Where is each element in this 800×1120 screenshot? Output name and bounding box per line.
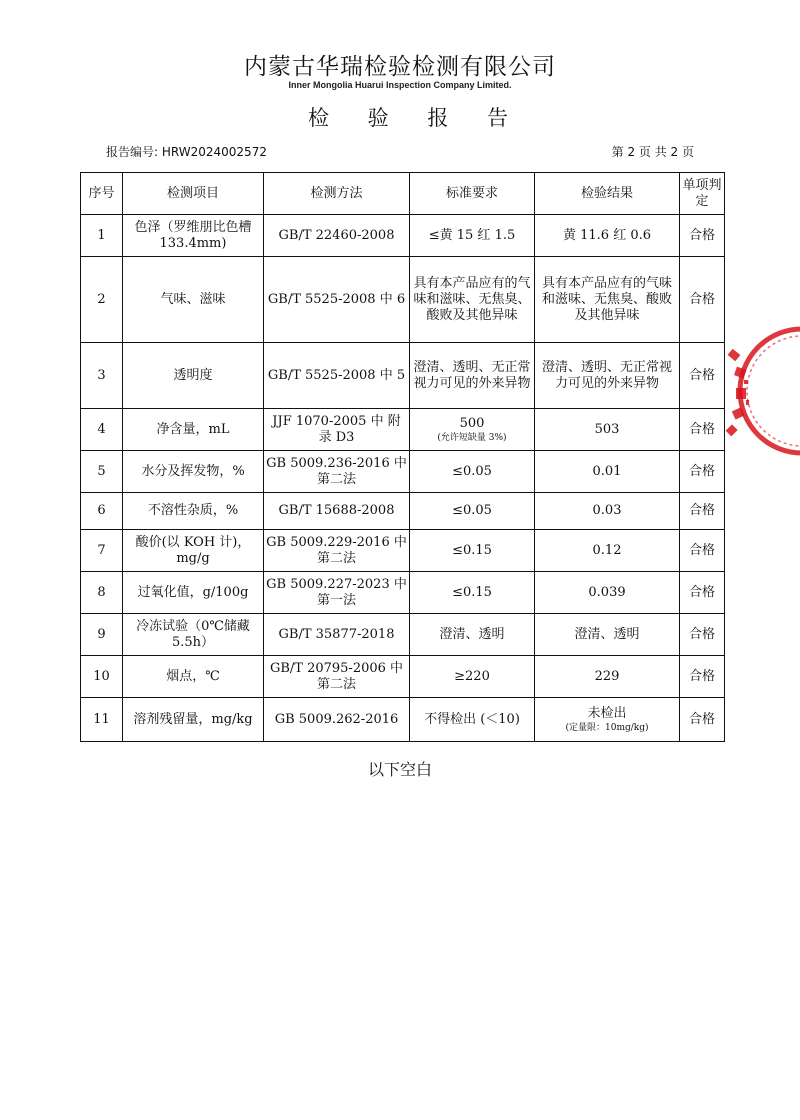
cell-method: GB/T 5525-2008 中 6 <box>264 257 410 343</box>
cell-method: GB 5009.236-2016 中 第二法 <box>264 451 410 493</box>
cell-result: 0.039 <box>535 572 680 614</box>
table-row <box>81 614 725 656</box>
cell-result <box>535 698 680 742</box>
cell-judgement: 合格 <box>680 698 725 742</box>
result-value: 未检出 <box>587 705 627 721</box>
cell-judgement: 合格 <box>680 656 725 698</box>
cell-result: 0.03 <box>535 493 680 530</box>
col-header-standard: 标准要求 <box>410 173 535 215</box>
cell-result: 0.12 <box>535 530 680 572</box>
standard-value: 500 <box>459 415 485 431</box>
table-header-row <box>81 173 725 215</box>
cell-method: GB 5009.262-2016 <box>264 698 410 742</box>
table-row <box>81 656 725 698</box>
cell-judgement: 合格 <box>680 572 725 614</box>
cell-item: 水分及挥发物，% <box>123 451 264 493</box>
cell-item: 气味、滋味 <box>123 257 264 343</box>
cell-item: 冷冻试验（0℃储藏 5.5h） <box>123 614 264 656</box>
cell-method: GB/T 20795-2006 中 第二法 <box>264 656 410 698</box>
report-number-label: 报告编号: <box>106 145 159 159</box>
table-row <box>81 215 725 257</box>
cell-judgement: 合格 <box>680 451 725 493</box>
cell-result: 0.01 <box>535 451 680 493</box>
cell-standard <box>410 409 535 451</box>
table-row <box>81 257 725 343</box>
cell-no: 2 <box>81 257 123 343</box>
cell-method: JJF 1070-2005 中 附录 D3 <box>264 409 410 451</box>
table-row <box>81 409 725 451</box>
results-table <box>80 172 725 742</box>
cell-standard: ≤黄 15 红 1.5 <box>410 215 535 257</box>
company-name-english: Inner Mongolia Huarui Inspection Company Limited. <box>288 80 512 90</box>
standard-note: (允许短缺量 3%) <box>437 432 507 443</box>
table-row <box>81 451 725 493</box>
cell-no: 5 <box>81 451 123 493</box>
cell-no: 6 <box>81 493 123 530</box>
cell-item: 色泽（罗维朋比色槽 133.4mm) <box>123 215 264 257</box>
cell-method: GB/T 15688-2008 <box>264 493 410 530</box>
seal-graphic <box>722 320 800 462</box>
cell-method: GB 5009.229-2016 中 第二法 <box>264 530 410 572</box>
cell-standard: ≤0.05 <box>410 451 535 493</box>
cell-item: 酸价(以 KOH 计)，mg/g <box>123 530 264 572</box>
cell-item: 过氧化值，g/100g <box>123 572 264 614</box>
col-header-result: 检验结果 <box>535 173 680 215</box>
cell-no: 9 <box>81 614 123 656</box>
cell-no: 10 <box>81 656 123 698</box>
cell-method: GB/T 5525-2008 中 5 <box>264 343 410 409</box>
cell-no: 1 <box>81 215 123 257</box>
cell-judgement: 合格 <box>680 530 725 572</box>
cell-no: 3 <box>81 343 123 409</box>
col-header-method: 检测方法 <box>264 173 410 215</box>
table-row <box>81 493 725 530</box>
cell-item: 净含量，mL <box>123 409 264 451</box>
table-row <box>81 343 725 409</box>
cell-standard: 不得检出 (＜10) <box>410 698 535 742</box>
cell-result: 澄清、透明 <box>535 614 680 656</box>
table-row <box>81 572 725 614</box>
col-header-item: 检测项目 <box>123 173 264 215</box>
cell-standard: 澄清、透明 <box>410 614 535 656</box>
cell-judgement: 合格 <box>680 343 725 409</box>
cell-standard: 澄清、透明、无正常视力可见的外来异物 <box>410 343 535 409</box>
cell-no: 7 <box>81 530 123 572</box>
report-number-value: HRW2024002572 <box>161 145 267 159</box>
report-number <box>106 143 267 160</box>
page-info: 第 2 页 共 2 页 <box>611 145 694 159</box>
cell-standard: ≥220 <box>410 656 535 698</box>
cell-no: 11 <box>81 698 123 742</box>
cell-item: 烟点，℃ <box>123 656 264 698</box>
cell-result: 黄 11.6 红 0.6 <box>535 215 680 257</box>
cell-judgement: 合格 <box>680 215 725 257</box>
col-header-judgement: 单项判定 <box>680 173 725 215</box>
cell-item: 不溶性杂质，% <box>123 493 264 530</box>
cell-standard: ≤0.15 <box>410 572 535 614</box>
blank-below-notice: 以下空白 <box>367 760 432 779</box>
company-seal-stamp <box>722 320 800 462</box>
cell-result: 澄清、透明、无正常视力可见的外来异物 <box>535 343 680 409</box>
table-row <box>81 530 725 572</box>
col-header-no: 序号 <box>81 173 123 215</box>
report-title: 检 验 报 告 <box>307 106 525 130</box>
cell-judgement: 合格 <box>680 409 725 451</box>
cell-standard: 具有本产品应有的气味和滋味、无焦臭、酸败及其他异味 <box>410 257 535 343</box>
cell-no: 4 <box>81 409 123 451</box>
result-note: (定量限：10mg/kg) <box>565 722 649 733</box>
cell-no: 8 <box>81 572 123 614</box>
seal-ring <box>740 329 800 453</box>
cell-judgement: 合格 <box>680 493 725 530</box>
cell-item: 溶剂残留量，mg/kg <box>123 698 264 742</box>
cell-standard: ≤0.05 <box>410 493 535 530</box>
company-name: 内蒙古华瑞检验检测有限公司 <box>244 54 556 80</box>
cell-item: 透明度 <box>123 343 264 409</box>
cell-result: 229 <box>535 656 680 698</box>
table-row <box>81 698 725 742</box>
cell-standard: ≤0.15 <box>410 530 535 572</box>
cell-method: GB/T 35877-2018 <box>264 614 410 656</box>
cell-judgement: 合格 <box>680 614 725 656</box>
cell-judgement: 合格 <box>680 257 725 343</box>
cell-method: GB 5009.227-2023 中 第一法 <box>264 572 410 614</box>
cell-result: 具有本产品应有的气味和滋味、无焦臭、酸败及其他异味 <box>535 257 680 343</box>
cell-result: 503 <box>535 409 680 451</box>
cell-method: GB/T 22460-2008 <box>264 215 410 257</box>
